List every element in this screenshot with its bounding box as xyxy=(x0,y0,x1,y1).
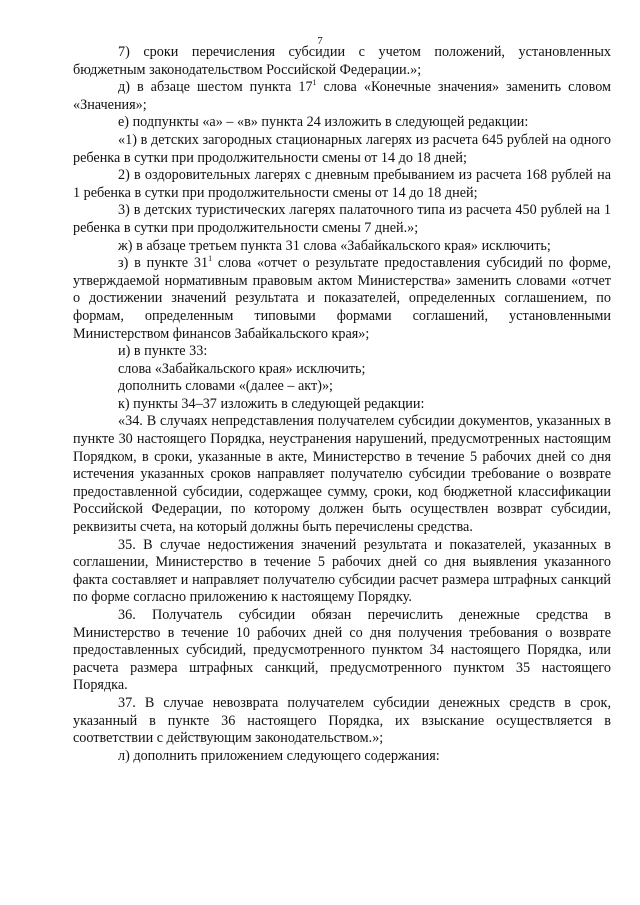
paragraph-z-text-end: слова «отчет о результате предоставления субсидий по форме, утверждаемой нормативным правовым актом Министерства» заменить словами «отчет о достижении значений результата и показателей, определенных соглашением, по формам, определенным типовыми формами соглашений, установленными Министерством финансов Забайкальского края»; xyxy=(73,255,611,342)
paragraph-zh: ж) в абзаце третьем пункта 31 слова «Забайкальского края» исключить; xyxy=(118,237,551,254)
paragraph-clause-34: «34. В случаях непредставления получателем субсидии документов, указанных в пункте 30 настоящего Порядка, неустранения нарушений, предусмотренных настоящим Порядком, в сроки, указанные в акте, Министерство в течение 5 рабочих дней со дня истечения указанных сроков направляет получателю субсидии требование о возврате предоставленной субсидии, содержащее сумму, сроки, код бюджетной классификации Российской Федерации, по которому должен быть осуществлен возврат субсидии, реквизиты счета, на который должны быть перечислены средства. xyxy=(73,413,611,536)
paragraph-d-text: д) в абзаце шестом пункта 17 xyxy=(118,79,313,96)
paragraph-clause-37: 37. В случае невозврата получателем субсидии денежных средств в срок, указанный в пункте 36 настоящего Порядка, их взыскание осуществляется в соответствии с действующим законодательством.»; xyxy=(73,694,611,747)
paragraph-z-text: з) в пункте 31 xyxy=(118,255,209,272)
superscript: 1 xyxy=(312,78,317,88)
paragraph-i-line-1: слова «Забайкальского края» исключить; xyxy=(118,360,366,377)
paragraph-item-7: 7) сроки перечисления субсидии с учетом положений, установленных бюджетным законодательством Российской Федерации.»; xyxy=(73,44,611,78)
paragraph-d-text-end: слова «Конечные значения» заменить словом «Значения»; xyxy=(73,79,611,113)
paragraph-subitem-1: «1) в детских загородных стационарных лагерях из расчета 645 рублей на одного ребенка в сутки при продолжительности смены от 14 до 18 дней; xyxy=(73,131,611,166)
paragraph-clause-36: 36. Получатель субсидии обязан перечислить денежные средства в Министерство в течение 10 рабочих дней со дня получения требования о возврате предоставленных субсидий, предусмотренного пунктом 34 настоящего Порядка, или расчета размера штрафных санкций, предусмотренного пунктом 35 настоящего Порядка. xyxy=(73,607,611,694)
paragraph-l: л) дополнить приложением следующего содержания: xyxy=(118,747,440,764)
paragraph-e: е) подпункты «а» – «в» пункта 24 изложить в следующей редакции: xyxy=(118,114,529,131)
page-number: 7 xyxy=(317,35,323,47)
paragraph-k: к) пункты 34–37 изложить в следующей редакции: xyxy=(118,395,425,412)
paragraph-z xyxy=(73,255,611,343)
paragraph-i-line-2: дополнить словами «(далее – акт)»; xyxy=(118,378,333,395)
paragraph-d xyxy=(73,79,611,114)
document-body xyxy=(73,44,611,765)
paragraph-subitem-3: 3) в детских туристических лагерях палаточного типа из расчета 450 рублей на 1 ребенка в сутки при продолжительности смены 7 дней.»; xyxy=(73,202,611,236)
superscript: 1 xyxy=(208,254,213,264)
paragraph-clause-35: 35. В случае недостижения значений результата и показателей, указанных в соглашении, Министерство в течение 5 рабочих дней со дня выявления указанного факта составляет и направляет получателю субсидии расчет размера штрафных санкций по форме согласно приложению к настоящему Порядку. xyxy=(73,536,611,606)
paragraph-subitem-2: 2) в оздоровительных лагерях с дневным пребыванием из расчета 168 рублей на 1 ребенка в сутки при продолжительности смены от 14 до 18 дней; xyxy=(73,167,611,201)
paragraph-i: и) в пункте 33: xyxy=(118,343,208,360)
